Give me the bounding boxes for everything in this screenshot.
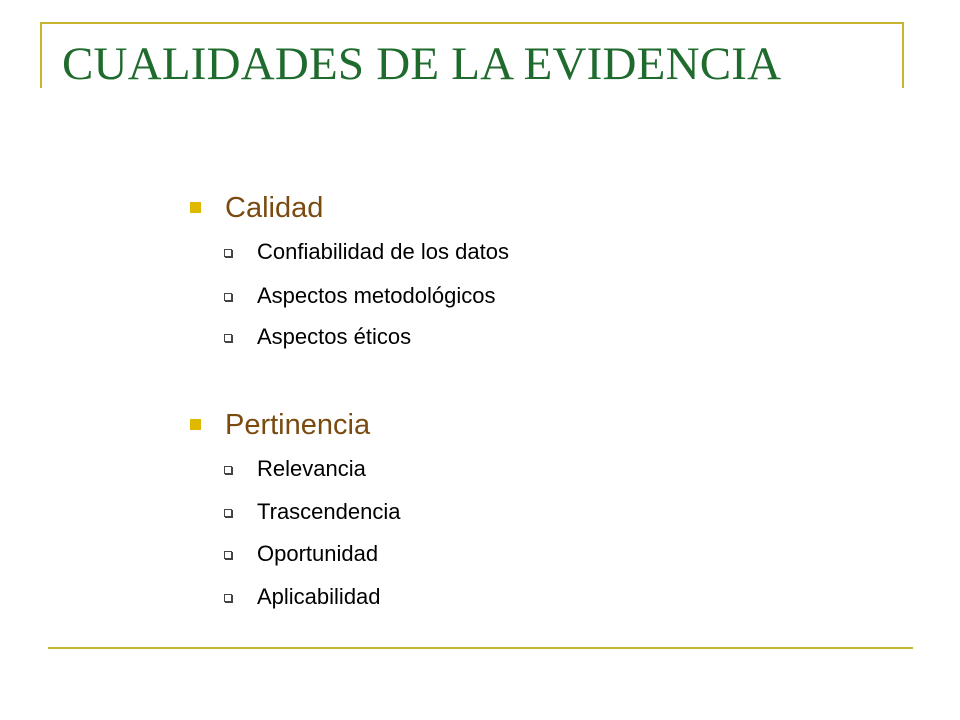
hollow-square-bullet-icon xyxy=(224,551,232,559)
hollow-square-bullet-icon xyxy=(224,334,232,342)
sub-item-label: Aplicabilidad xyxy=(257,584,381,609)
hollow-square-bullet-icon xyxy=(224,249,232,257)
frame-left-line xyxy=(40,22,42,88)
hollow-square-bullet-icon xyxy=(224,466,232,474)
frame-right-line xyxy=(902,22,904,88)
sub-item xyxy=(224,582,784,612)
sub-item xyxy=(224,454,784,484)
hollow-square-bullet-icon xyxy=(224,509,232,517)
content-list xyxy=(188,0,888,720)
square-bullet-icon xyxy=(190,202,201,213)
sub-item xyxy=(224,497,784,527)
section-heading: Calidad xyxy=(225,192,324,224)
sub-item xyxy=(224,322,784,352)
sub-item xyxy=(224,237,784,267)
sub-item xyxy=(224,539,784,569)
list-item-calidad xyxy=(188,188,788,228)
hollow-square-bullet-icon xyxy=(224,594,232,602)
sub-item-label: Oportunidad xyxy=(257,541,379,566)
sub-item-label: Trascendencia xyxy=(257,499,401,524)
section-heading: Pertinencia xyxy=(225,409,371,441)
sub-item-label: Aspectos éticos xyxy=(257,324,412,349)
list-item-pertinencia xyxy=(188,405,788,445)
slide-title: CUALIDADES DE LA EVIDENCIA xyxy=(62,38,782,90)
hollow-square-bullet-icon xyxy=(224,293,232,301)
sub-item-label: Confiabilidad de los datos xyxy=(257,239,509,264)
square-bullet-icon xyxy=(190,419,201,430)
sub-item-label: Relevancia xyxy=(257,456,366,481)
sub-item-label: Aspectos metodológicos xyxy=(257,283,496,308)
sub-item xyxy=(224,281,784,311)
